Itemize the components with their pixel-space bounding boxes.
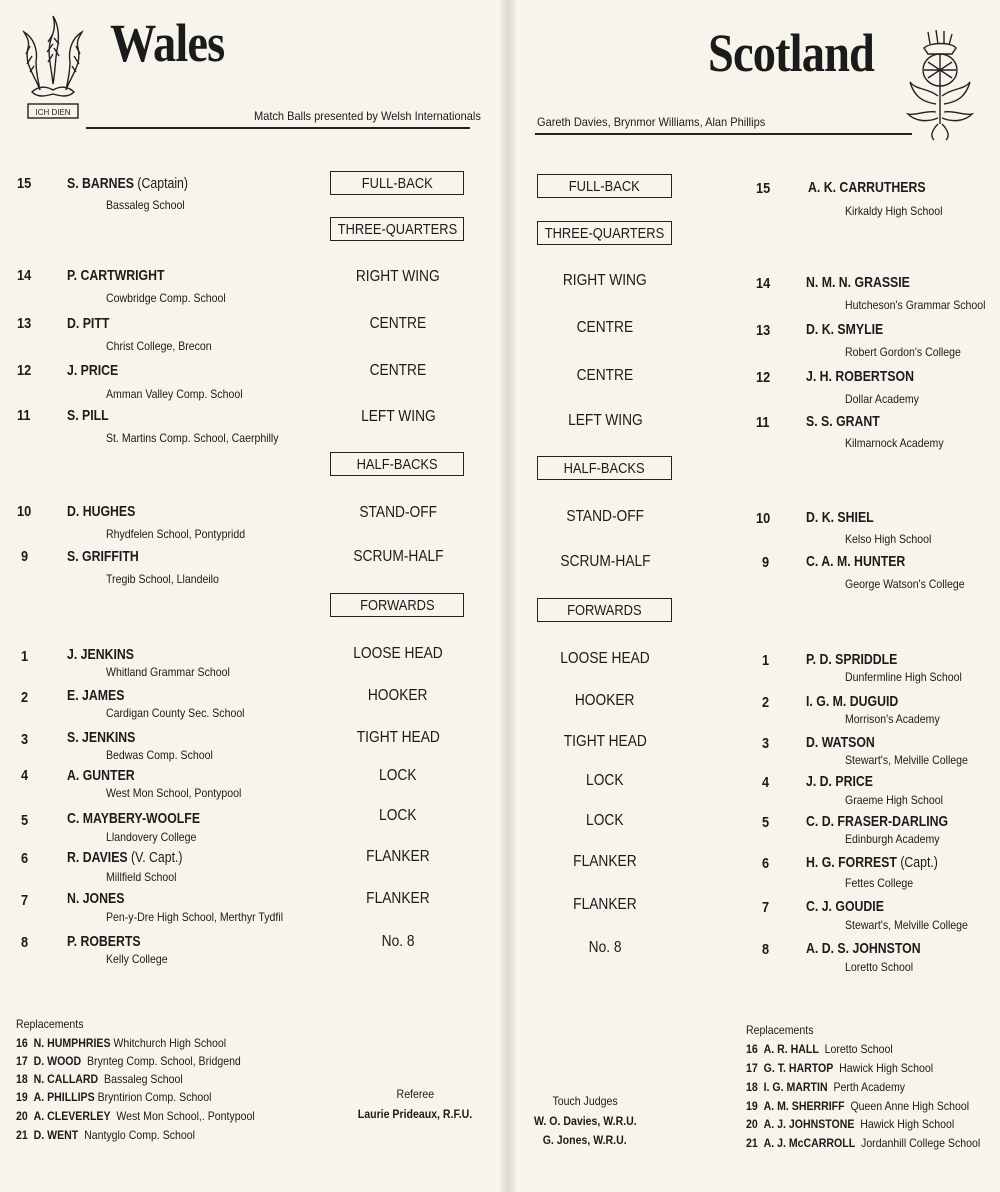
player-number: 1 — [762, 652, 770, 669]
position-label: LEFT WING — [360, 408, 436, 425]
player-school: Christ College, Brecon — [106, 339, 212, 353]
position-label: LOCK — [379, 767, 417, 784]
player-name: I. G. M. DUGUID — [806, 693, 899, 710]
player-school: Dunfermline High School — [845, 670, 962, 684]
position-label: HOOKER — [368, 687, 428, 704]
player-name: P. CARTWRIGHT — [67, 267, 165, 284]
player-name: E. JAMES — [67, 687, 125, 704]
replacement-row: 17 G. T. HARTOP Hawick High School — [746, 1061, 934, 1075]
player-school: Amman Valley Comp. School — [106, 387, 243, 401]
player-name: J. D. PRICE — [806, 773, 873, 790]
player-name: R. DAVIES (V. Capt.) — [67, 849, 183, 866]
player-school: Millfield School — [106, 870, 177, 884]
player-name: H. G. FORREST (Capt.) — [806, 854, 938, 871]
replacements-heading: Replacements — [746, 1023, 814, 1037]
player-name: C. D. FRASER-DARLING — [806, 813, 949, 830]
position-label: CENTRE — [369, 362, 427, 379]
thistle-icon — [900, 26, 980, 144]
player-school: Morrison's Academy — [845, 712, 940, 726]
player-school: Kilmarnock Academy — [845, 436, 944, 450]
player-name: A. GUNTER — [67, 767, 135, 784]
player-name: J. PRICE — [67, 362, 119, 379]
position-label: LOCK — [586, 772, 624, 789]
player-school: Rhydfelen School, Pontypridd — [106, 527, 246, 541]
player-number: 12 — [756, 369, 771, 386]
player-number: 13 — [756, 322, 771, 339]
prince-of-wales-feathers-icon — [18, 14, 88, 126]
player-number: 6 — [21, 850, 29, 867]
player-number: 3 — [762, 735, 770, 752]
player-name: N. JONES — [67, 890, 125, 907]
touch-judges-block — [515, 1094, 655, 1147]
player-number: 7 — [762, 899, 770, 916]
player-school: West Mon School, Pontypool — [106, 786, 242, 800]
player-number: 14 — [17, 267, 32, 284]
captain-note: (Capt.) — [900, 854, 938, 871]
player-number: 4 — [762, 774, 770, 791]
replacement-row: 16 A. R. HALL Loretto School — [746, 1042, 893, 1056]
player-name: S. S. GRANT — [806, 413, 880, 430]
position-label: FLANKER — [366, 848, 430, 865]
player-name: S. BARNES (Captain) — [67, 175, 189, 192]
page-fold — [500, 0, 516, 1192]
position-label: LOCK — [586, 812, 624, 829]
position-label: SCRUM-HALF — [352, 548, 444, 565]
player-school: Pen-y-Dre High School, Merthyr Tydfil — [106, 910, 284, 924]
position-label: CENTRE — [576, 319, 634, 336]
section-box-three-quarters: THREE-QUARTERS — [330, 217, 464, 241]
scotland-header-rule — [535, 133, 912, 135]
player-school: Stewart's, Melville College — [845, 753, 968, 767]
player-name: D. HUGHES — [67, 503, 136, 520]
player-number: 7 — [21, 892, 29, 909]
wales-sponsor-line: Match Balls presented by Welsh Internationals — [254, 109, 481, 123]
player-number: 5 — [21, 812, 29, 829]
player-school: Robert Gordon's College — [845, 345, 961, 359]
player-number: 2 — [21, 689, 29, 706]
player-name: C. A. M. HUNTER — [806, 553, 906, 570]
player-school: Fettes College — [845, 876, 914, 890]
replacement-row: 18 I. G. MARTIN Perth Academy — [746, 1080, 906, 1094]
player-number: 11 — [756, 414, 770, 431]
player-name: D. PITT — [67, 315, 110, 332]
player-number: 15 — [17, 175, 32, 192]
position-label: STAND-OFF — [359, 504, 437, 521]
position-label: RIGHT WING — [563, 272, 647, 289]
player-name: D. K. SHIEL — [806, 509, 874, 526]
scotland-sponsor-line: Gareth Davies, Brynmor Williams, Alan Phillips — [537, 115, 766, 129]
touch-judges-label: Touch Judges — [552, 1094, 618, 1108]
player-school: Dollar Academy — [845, 392, 919, 406]
player-school: Whitland Grammar School — [106, 665, 230, 679]
player-name: N. M. N. GRASSIE — [806, 274, 910, 291]
position-label: TIGHT HEAD — [356, 729, 440, 746]
replacement-row: 19 A. M. SHERRIFF Queen Anne High School — [746, 1099, 970, 1113]
player-number: 13 — [17, 315, 32, 332]
replacement-row: 21 A. J. McCARROLL Jordanhill College School — [746, 1136, 981, 1150]
player-school: Tregib School, Llandeilo — [106, 572, 219, 586]
touch-judge-name: G. Jones, W.R.U. — [543, 1133, 627, 1147]
section-box-full-back: FULL-BACK — [537, 174, 672, 198]
position-label: FLANKER — [366, 890, 430, 907]
player-school: Cardigan County Sec. School — [106, 706, 245, 720]
position-label: TIGHT HEAD — [563, 733, 647, 750]
player-name: P. ROBERTS — [67, 933, 141, 950]
scotland-title: Scotland — [708, 23, 875, 83]
position-label: HOOKER — [575, 692, 635, 709]
replacement-row: 17 D. WOOD Brynteg Comp. School, Bridgend — [16, 1054, 241, 1068]
replacement-row: 20 A. J. JOHNSTONE Hawick High School — [746, 1117, 955, 1131]
replacement-row: 19 A. PHILLIPS Bryntirion Comp. School — [16, 1090, 212, 1104]
player-number: 1 — [21, 648, 29, 665]
player-name: S. JENKINS — [67, 729, 136, 746]
player-name: A. D. S. JOHNSTON — [806, 940, 921, 957]
player-school: Loretto School — [845, 960, 914, 974]
player-school: Llandovery College — [106, 830, 197, 844]
position-label: CENTRE — [369, 315, 427, 332]
player-school: Kirkaldy High School — [845, 204, 943, 218]
replacement-row: 18 N. CALLARD Bassaleg School — [16, 1072, 183, 1086]
replacement-row: 16 N. HUMPHRIES Whitchurch High School — [16, 1036, 227, 1050]
player-number: 10 — [17, 503, 32, 520]
position-label: LEFT WING — [567, 412, 643, 429]
player-name: S. GRIFFITH — [67, 548, 139, 565]
wales-header-rule — [86, 127, 470, 129]
player-school: Edinburgh Academy — [845, 832, 940, 846]
player-name: J. H. ROBERTSON — [806, 368, 914, 385]
player-number: 12 — [17, 362, 32, 379]
player-school: Kelso High School — [845, 532, 932, 546]
section-box-full-back: FULL-BACK — [330, 171, 464, 195]
replacements-heading: Replacements — [16, 1017, 84, 1031]
section-box-forwards: FORWARDS — [537, 598, 672, 622]
wales-title: Wales — [110, 13, 225, 73]
player-name: C. MAYBERY-WOOLFE — [67, 810, 201, 827]
player-number: 9 — [21, 548, 29, 565]
section-box-forwards: FORWARDS — [330, 593, 464, 617]
player-name: P. D. SPRIDDLE — [806, 651, 898, 668]
player-number: 4 — [21, 767, 29, 784]
player-school: Kelly College — [106, 952, 168, 966]
player-school: Cowbridge Comp. School — [106, 291, 226, 305]
player-name: S. PILL — [67, 407, 109, 424]
position-label: FLANKER — [573, 853, 637, 870]
position-label: FLANKER — [573, 896, 637, 913]
captain-note: (Captain) — [137, 175, 189, 192]
player-school: St. Martins Comp. School, Caerphilly — [106, 431, 279, 445]
player-school: Graeme High School — [845, 793, 944, 807]
player-name: A. K. CARRUTHERS — [808, 179, 926, 196]
player-school: Stewart's, Melville College — [845, 918, 968, 932]
position-label: STAND-OFF — [566, 508, 644, 525]
player-name: D. K. SMYLIE — [806, 321, 884, 338]
player-number: 14 — [756, 275, 771, 292]
player-number: 10 — [756, 510, 771, 527]
player-name: C. J. GOUDIE — [806, 898, 884, 915]
vice-captain-note: (V. Capt.) — [131, 849, 183, 866]
player-school: Bedwas Comp. School — [106, 748, 213, 762]
position-label: LOCK — [379, 807, 417, 824]
position-label: No. 8 — [381, 933, 415, 950]
player-school: Bassaleg School — [106, 198, 185, 212]
position-label: CENTRE — [576, 367, 634, 384]
section-box-half-backs: HALF-BACKS — [330, 452, 464, 476]
position-label: RIGHT WING — [356, 268, 440, 285]
position-label: LOOSE HEAD — [560, 650, 650, 667]
player-number: 2 — [762, 694, 770, 711]
section-box-half-backs: HALF-BACKS — [537, 456, 672, 480]
referee-label: Referee — [396, 1087, 434, 1101]
player-number: 8 — [21, 934, 29, 951]
position-label: LOOSE HEAD — [353, 645, 443, 662]
player-name: D. WATSON — [806, 734, 875, 751]
replacement-row: 20 A. CLEVERLEY West Mon School,. Pontypool — [16, 1109, 255, 1123]
crest-motto: ICH DIEN — [35, 108, 71, 117]
referee-block — [340, 1087, 490, 1121]
player-number: 3 — [21, 731, 29, 748]
player-number: 8 — [762, 941, 770, 958]
player-number: 11 — [17, 407, 31, 424]
player-number: 9 — [762, 554, 770, 571]
section-box-three-quarters: THREE-QUARTERS — [537, 221, 672, 245]
referee-name: Laurie Prideaux, R.F.U. — [357, 1107, 473, 1121]
player-name: J. JENKINS — [67, 646, 134, 663]
replacement-row: 21 D. WENT Nantyglo Comp. School — [16, 1128, 196, 1142]
player-number: 6 — [762, 855, 770, 872]
touch-judge-name: W. O. Davies, W.R.U. — [533, 1114, 637, 1128]
player-school: Hutcheson's Grammar School — [845, 298, 986, 312]
position-label: SCRUM-HALF — [559, 553, 651, 570]
player-school: George Watson's College — [845, 577, 965, 591]
position-label: No. 8 — [588, 939, 622, 956]
player-number: 5 — [762, 814, 770, 831]
player-number: 15 — [756, 180, 771, 197]
